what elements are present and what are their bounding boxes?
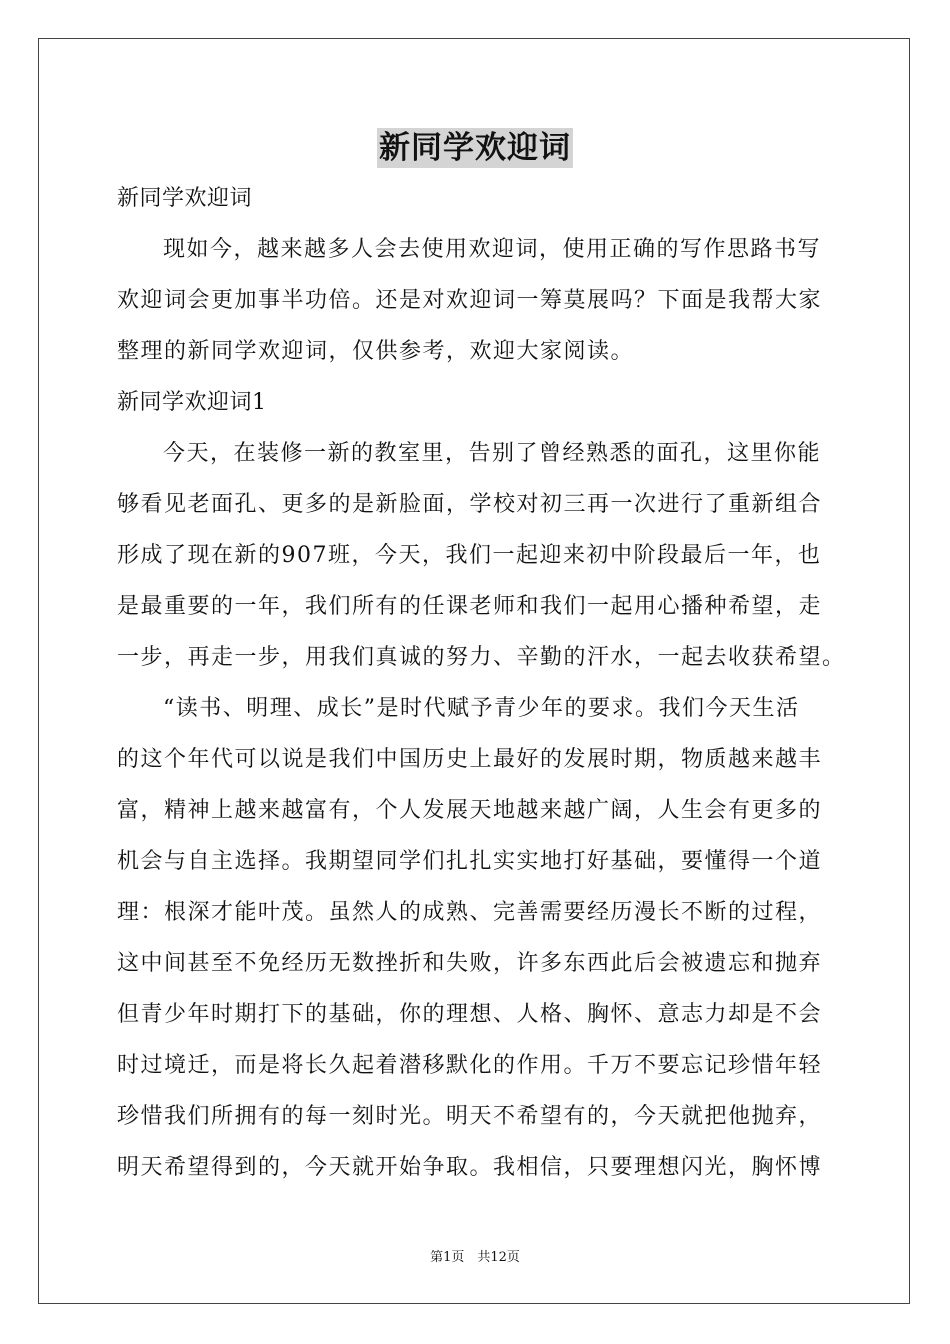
paragraph-line: 是最重要的一年，我们所有的任课老师和我们一起用心播种希望，走 (117, 594, 823, 619)
page-number: 第1页 共12页 (430, 1250, 520, 1265)
document-title-block (0, 128, 950, 168)
paragraph-line: 现如今，越来越多人会去使用欢迎词，使用正确的写作思路书写 (163, 237, 822, 262)
page-footer (0, 1246, 950, 1265)
document-title: 新同学欢迎词 (379, 130, 571, 166)
paragraph-line: “读书、明理、成长”是时代赋予青少年的要求。我们今天生活 (163, 696, 800, 721)
paragraph-line: 但青少年时期打下的基础，你的理想、人格、胸怀、意志力却是不会 (117, 1002, 823, 1027)
paragraph-line: 富，精神上越来越富有，个人发展天地越来越广阔，人生会有更多的 (117, 798, 823, 823)
paragraph-line: 整理的新同学欢迎词，仅供参考，欢迎大家阅读。 (117, 339, 635, 364)
section-heading: 新同学欢迎词 (117, 186, 253, 211)
paragraph-line: 这中间甚至不免经历无数挫折和失败，许多东西此后会被遗忘和抛弃 (117, 951, 823, 976)
paragraph-line: 机会与自主选择。我期望同学们扎扎实实地打好基础，要懂得一个道 (117, 849, 823, 874)
paragraph-line: 理：根深才能叶茂。虽然人的成熟、完善需要经历漫长不断的过程， (117, 900, 823, 925)
paragraph-line: 形成了现在新的907班，今天，我们一起迎来初中阶段最后一年，也 (117, 543, 822, 568)
paragraph-line: 一步，再走一步，用我们真诚的努力、辛勤的汗水，一起去收获希望。 (117, 645, 846, 670)
paragraph-line: 时过境迁，而是将长久起着潜移默化的作用。千万不要忘记珍惜年轻 (117, 1053, 823, 1078)
paragraph-line: 欢迎词会更加事半功倍。还是对欢迎词一筹莫展吗？下面是我帮大家 (117, 288, 823, 313)
paragraph-line: 明天希望得到的，今天就开始争取。我相信，只要理想闪光，胸怀博 (117, 1155, 823, 1180)
paragraph-line: 今天，在装修一新的教室里，告别了曾经熟悉的面孔，这里你能 (163, 441, 822, 466)
paragraph-line: 够看见老面孔、更多的是新脸面，学校对初三再一次进行了重新组合 (117, 492, 823, 517)
document-body (117, 180, 846, 1200)
paragraph-line: 珍惜我们所拥有的每一刻时光。明天不希望有的，今天就把他抛弃， (117, 1104, 823, 1129)
section-heading: 新同学欢迎词1 (117, 390, 267, 415)
paragraph-line: 的这个年代可以说是我们中国历史上最好的发展时期，物质越来越丰 (117, 747, 823, 772)
